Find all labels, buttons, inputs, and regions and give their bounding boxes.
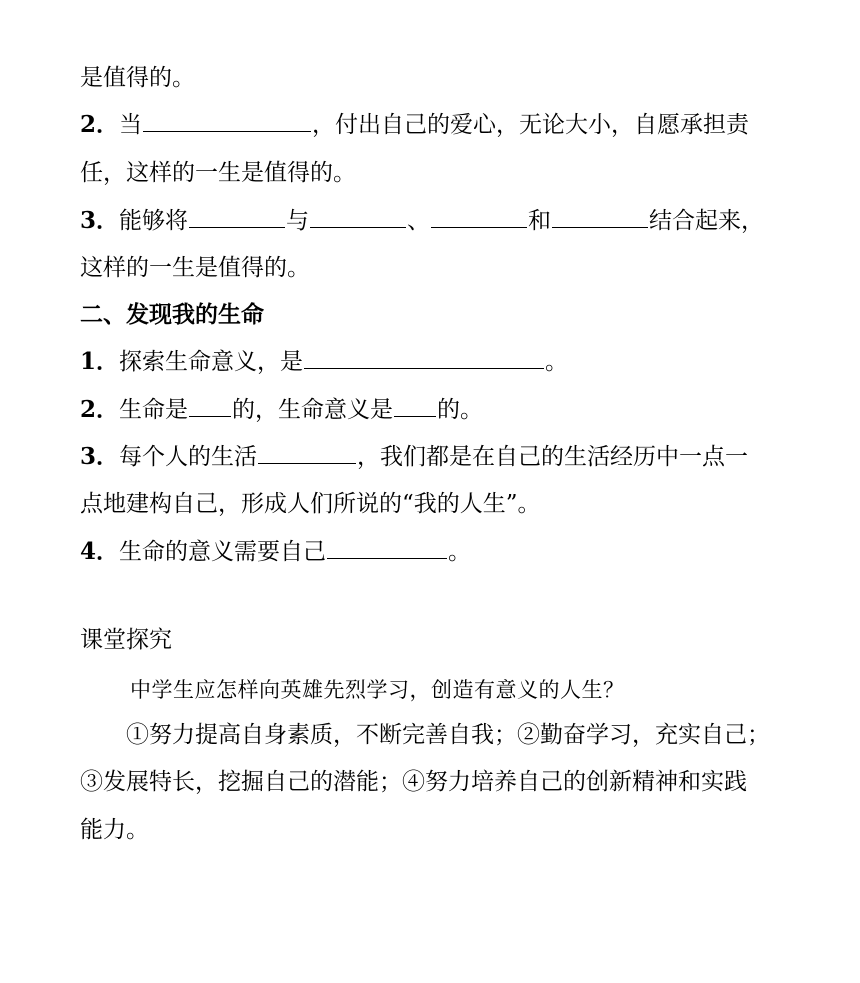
- item-number: 3．: [80, 443, 120, 470]
- item-number: 1．: [80, 348, 120, 375]
- fill-blank[interactable]: [552, 205, 648, 228]
- text-line: [80, 488, 800, 520]
- item-number: 2．: [80, 396, 120, 423]
- item-number: 4．: [80, 538, 120, 565]
- text-segment: 中学生应怎样向英雄先烈学习，创造有意义的人生？: [130, 678, 625, 702]
- text-segment: ③发展特长，挖掘自己的潜能；④努力培养自己的创新精神和实践: [80, 769, 747, 795]
- section-title: 二、发现我的生命: [80, 301, 264, 328]
- text-line: [80, 62, 800, 94]
- item-number: 2．: [80, 111, 120, 138]
- text-segment: ，我们都是在自己的生活经历中一点一: [357, 444, 749, 470]
- item-number: 3．: [80, 207, 120, 234]
- section2-question-3: [80, 441, 800, 473]
- text-segment: 生命是: [119, 397, 189, 423]
- answer-line: [80, 766, 800, 798]
- inquiry-heading: [80, 624, 800, 656]
- question-3: [80, 205, 800, 237]
- answer-line: [126, 719, 806, 751]
- fill-blank[interactable]: [310, 205, 406, 228]
- section2-question-1: [80, 346, 800, 378]
- inquiry-question: [130, 674, 810, 706]
- section2-question-2: [80, 394, 800, 426]
- text-segment: ①努力提高自身素质，不断完善自我；②勤奋学习，充实自己；: [126, 722, 770, 748]
- text-segment: 生命的意义需要自己: [119, 539, 327, 565]
- section2-question-4: [80, 536, 800, 568]
- section-heading: [80, 299, 800, 331]
- text-segment: 探索生命意义，是: [119, 349, 304, 375]
- fill-blank[interactable]: [394, 394, 436, 417]
- fill-blank[interactable]: [304, 346, 544, 369]
- text-segment: 能够将: [119, 208, 189, 234]
- text-segment: 与: [286, 208, 310, 234]
- section-title: 课堂探究: [80, 627, 172, 653]
- fill-blank[interactable]: [431, 205, 527, 228]
- fill-blank[interactable]: [143, 109, 311, 132]
- fill-blank[interactable]: [258, 441, 356, 464]
- text-segment: ，付出自己的爱心，无论大小，自愿承担责: [312, 112, 750, 138]
- text-segment: 当: [119, 112, 143, 138]
- text-line: [80, 252, 800, 284]
- text-segment: 结合起来，: [649, 208, 765, 234]
- question-2: [80, 109, 800, 141]
- fill-blank[interactable]: [327, 536, 447, 559]
- text-segment: 。: [545, 349, 569, 375]
- text-segment: 每个人的生活: [119, 444, 258, 470]
- text-segment: 和: [528, 208, 552, 234]
- fill-blank[interactable]: [189, 205, 285, 228]
- text-segment: 、: [407, 208, 431, 234]
- text-segment: 任，这样的一生是值得的。: [80, 160, 356, 186]
- text-segment: 点地建构自己，形成人们所说的“我的人生”。: [80, 491, 541, 517]
- text-segment: 能力。: [80, 817, 149, 843]
- text-segment: 是值得的。: [80, 65, 195, 91]
- fill-blank[interactable]: [189, 394, 231, 417]
- text-segment: 。: [448, 539, 472, 565]
- text-segment: 的，生命意义是: [232, 397, 394, 423]
- answer-line: [80, 814, 800, 846]
- text-line: [80, 157, 800, 189]
- text-segment: 的。: [437, 397, 484, 423]
- text-segment: 这样的一生是值得的。: [80, 255, 310, 281]
